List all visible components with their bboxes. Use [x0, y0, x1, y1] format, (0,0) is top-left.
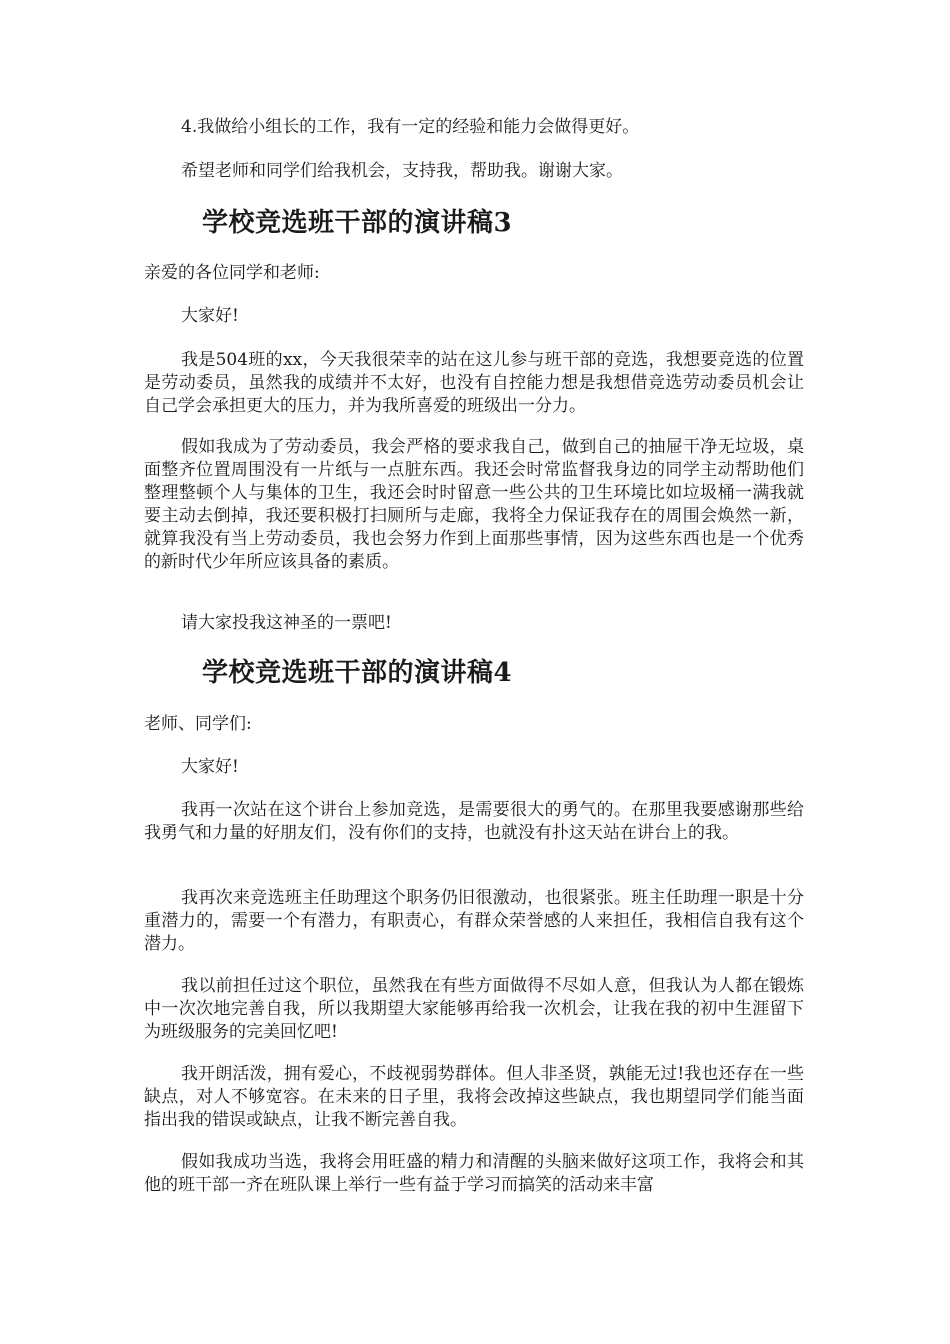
- speech4-para4: 我开朗活泼，拥有爱心，不歧视弱势群体。但人非圣贤，孰能无过!我也还存在一些缺点，对人不够宽容。在未来的日子里，我将会改掉这些缺点，我也期望同学们能当面指出我的错误或缺点，让我不断完善自我。: [144, 1064, 804, 1130]
- speech3-salutation: 亲爱的各位同学和老师:: [144, 263, 320, 283]
- speech4-para3: 我以前担任过这个职位，虽然我在有些方面做得不尽如人意，但我认为人都在锻炼中一次次地完善自我，所以我期望大家能够再给我一次机会，让我在我的初中生涯留下为班级服务的完美回忆吧!: [144, 976, 804, 1042]
- speech4-para1: 我再一次站在这个讲台上参加竞选，是需要很大的勇气的。在那里我要感谢那些给我勇气和力量的好朋友们，没有你们的支持，也就没有扑这天站在讲台上的我。: [144, 800, 804, 843]
- prev-closing: 希望老师和同学们给我机会，支持我，帮助我。谢谢大家。: [181, 161, 623, 181]
- speech3-greeting: 大家好!: [181, 306, 239, 326]
- speech3-closing: 请大家投我这神圣的一票吧!: [181, 613, 392, 633]
- speech4-title: 学校竞选班干部的演讲稿4: [202, 658, 513, 688]
- speech3-para2: 假如我成为了劳动委员，我会严格的要求我自己，做到自己的抽屉干净无垃圾，桌面整齐位置周围没有一片纸与一点脏东西。我还会时常监督我身边的同学主动帮助他们整理整顿个人与集体的卫生，我还会时时留意一些公共的卫生环境比如垃圾桶一满我就要主动去倒掉，我还要积极打扫厕所与走廊，我将全力保证我存在的周围会焕然一新，就算我没有当上劳动委员，我也会努力作到上面那些事情，因为这些东西也是一个优秀的新时代少年所应该具备的素质。: [144, 437, 804, 572]
- speech4-salutation: 老师、同学们:: [144, 714, 252, 734]
- speech4-greeting: 大家好!: [181, 757, 239, 777]
- prev-item-4: 4.我做给小组长的工作，我有一定的经验和能力会做得更好。: [181, 117, 640, 137]
- speech3-para1: 我是504班的xx，今天我很荣幸的站在这儿参与班干部的竞选，我想要竞选的位置是劳动委员，虽然我的成绩并不太好，也没有自控能力想是我想借竞选劳动委员机会让自己学会承担更大的压力，并为我所喜爱的班级出一分力。: [144, 350, 804, 416]
- speech3-title: 学校竞选班干部的演讲稿3: [202, 208, 513, 238]
- speech4-para5: 假如我成功当选，我将会用旺盛的精力和清醒的头脑来做好这项工作，我将会和其他的班干部一齐在班队课上举行一些有益于学习而搞笑的活动来丰富: [144, 1152, 804, 1195]
- speech4-para2: 我再次来竞选班主任助理这个职务仍旧很激动，也很紧张。班主任助理一职是十分重潜力的，需要一个有潜力，有职责心，有群众荣誉感的人来担任，我相信自我有这个潜力。: [144, 888, 804, 954]
